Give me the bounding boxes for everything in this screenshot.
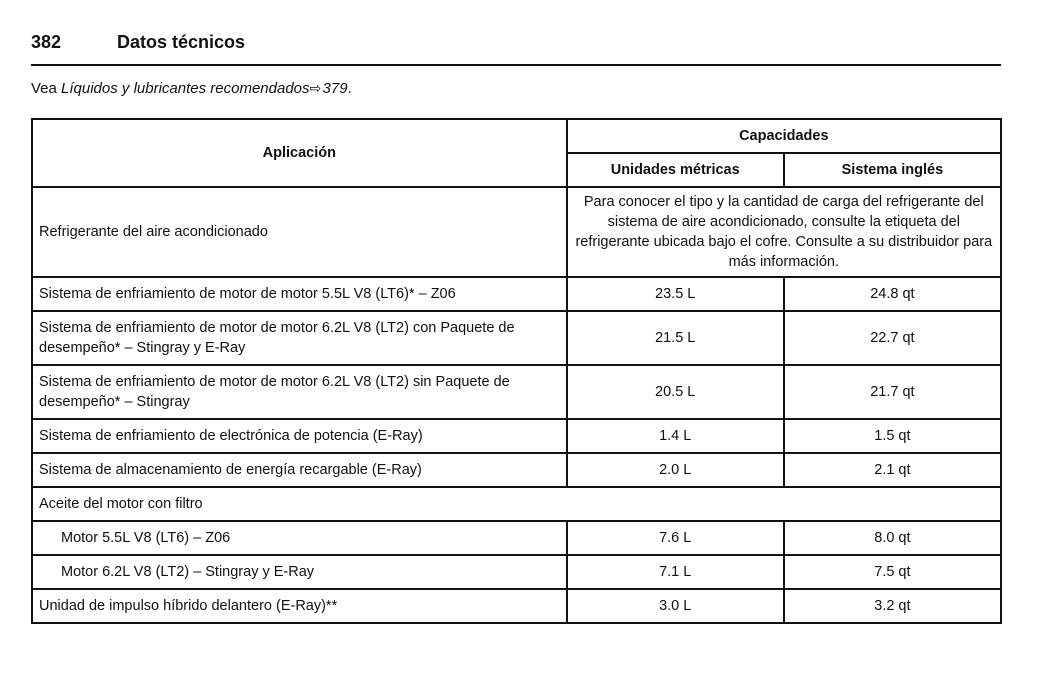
page-header — [31, 30, 1001, 66]
table-row — [32, 453, 1001, 487]
row-metric: 7.6 L — [567, 521, 784, 555]
header-capacities: Capacidades — [567, 119, 1001, 153]
row-application: Sistema de enfriamiento de motor de motor 5.5L V8 (LT6)* – Z06 — [32, 277, 567, 311]
row-metric: 3.0 L — [567, 589, 784, 623]
row-application: Sistema de almacenamiento de energía recargable (E-Ray) — [32, 453, 567, 487]
row-metric: 1.4 L — [567, 419, 784, 453]
table-row — [32, 311, 1001, 365]
row-application: Motor 6.2L V8 (LT2) – Stingray y E-Ray — [32, 555, 567, 589]
row-application: Refrigerante del aire acondicionado — [32, 187, 567, 277]
intro-prefix: Vea — [31, 80, 62, 97]
row-english: 7.5 qt — [784, 555, 1001, 589]
row-english: 8.0 qt — [784, 521, 1001, 555]
row-metric: 7.1 L — [567, 555, 784, 589]
capacities-table — [31, 118, 1002, 624]
row-application: Sistema de enfriamiento de motor de motor 6.2L V8 (LT2) con Paquete de desempeño* – Stingray y E-Ray — [32, 311, 567, 365]
row-metric: 21.5 L — [567, 311, 784, 365]
table-row — [32, 277, 1001, 311]
table-row — [32, 555, 1001, 589]
row-english: 21.7 qt — [784, 365, 1001, 419]
row-english: 1.5 qt — [784, 419, 1001, 453]
row-english: 3.2 qt — [784, 589, 1001, 623]
row-metric: 23.5 L — [567, 277, 784, 311]
table-row — [32, 487, 1001, 521]
row-application: Motor 5.5L V8 (LT6) – Z06 — [32, 521, 567, 555]
intro-link[interactable]: Líquidos y lubricantes recomendados — [61, 80, 310, 97]
row-application: Unidad de impulso híbrido delantero (E-Ray)** — [32, 589, 567, 623]
table-row — [32, 589, 1001, 623]
header-metric: Unidades métricas — [567, 153, 784, 187]
header-application: Aplicación — [32, 119, 567, 187]
intro-reference — [31, 80, 352, 97]
row-english: 2.1 qt — [784, 453, 1001, 487]
table-row — [32, 187, 1001, 277]
row-metric: 2.0 L — [567, 453, 784, 487]
intro-page-ref[interactable]: 379 — [322, 80, 348, 97]
row-metric: 20.5 L — [567, 365, 784, 419]
header-english: Sistema inglés — [784, 153, 1001, 187]
table-row — [32, 365, 1001, 419]
row-english: 24.8 qt — [784, 277, 1001, 311]
table-row — [32, 419, 1001, 453]
row-application: Sistema de enfriamiento de electrónica de potencia (E-Ray) — [32, 419, 567, 453]
arrow-icon: ⇨ — [309, 80, 322, 96]
row-application: Sistema de enfriamiento de motor de motor 6.2L V8 (LT2) sin Paquete de desempeño* – Stingray — [32, 365, 567, 419]
section-title: Datos técnicos — [117, 32, 246, 52]
row-group-label: Aceite del motor con filtro — [32, 487, 1001, 521]
row-note: Para conocer el tipo y la cantidad de carga del refrigerante del sistema de aire acondicionado, consulte la etiqueta del refrigerante ubicada bajo el cofre. Consulte a su distribuidor para más información. — [567, 187, 1001, 277]
page-number: 382 — [31, 32, 62, 52]
row-english: 22.7 qt — [784, 311, 1001, 365]
table-row — [32, 521, 1001, 555]
intro-suffix: . — [347, 80, 352, 97]
